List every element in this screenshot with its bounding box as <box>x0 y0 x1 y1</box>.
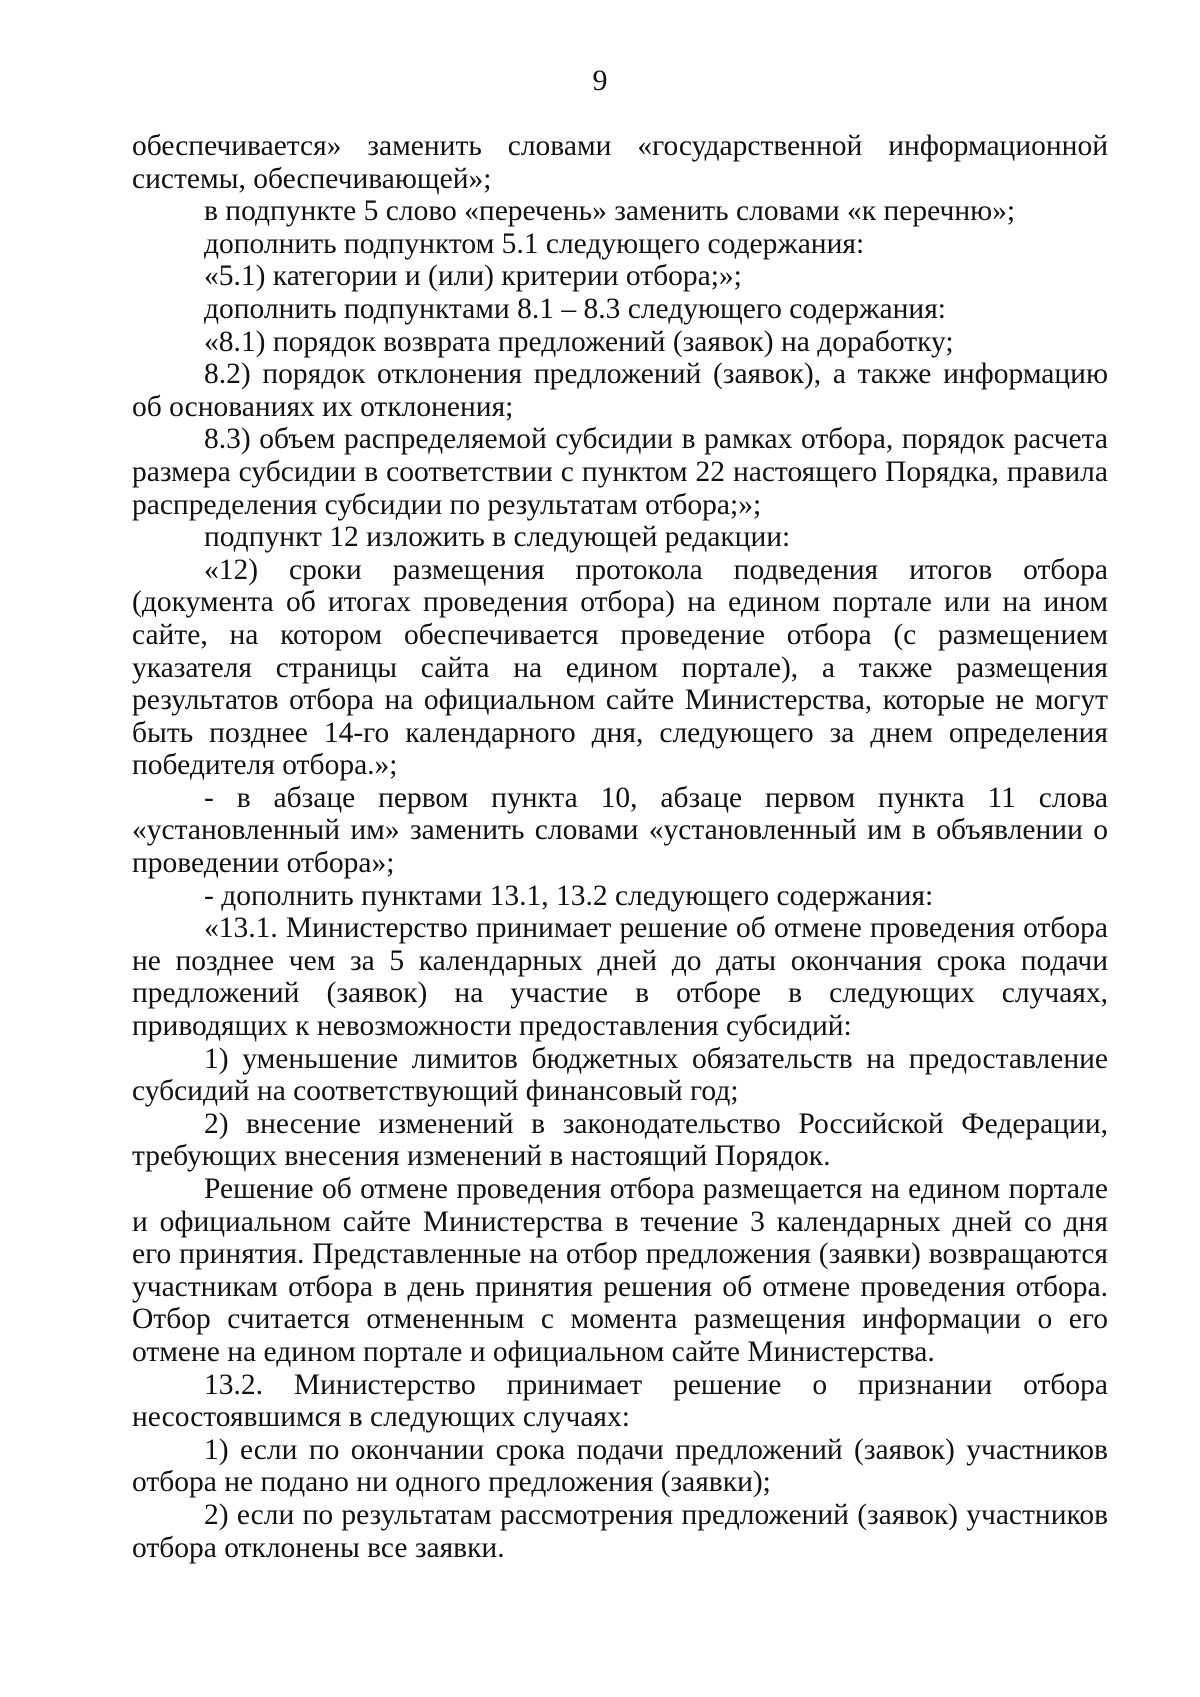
paragraph: Решение об отмене проведения отбора размещается на едином портале и официальном сайте Министерства в течение 3 календарных дней со дня его принятия. Представленные на отбор предложения (заявки) возвращаются участникам отбора в день принятия решения об отмене проведения отбора. Отбор считается отмененным с момента размещения информации о его отмене на едином портале и официальном сайте Министерства. <box>132 1173 1108 1368</box>
document-body <box>132 130 1108 1564</box>
paragraph: «13.1. Министерство принимает решение об отмене проведения отбора не позднее чем за 5 календарных дней до даты окончания срока подачи предложений (заявок) на участие в отборе в следующих случаях, приводящих к невозможности предоставления субсидий: <box>132 912 1108 1043</box>
paragraph: 2) если по результатам рассмотрения предложений (заявок) участников отбора отклонены все заявки. <box>132 1498 1108 1564</box>
paragraph: 13.2. Министерство принимает решение о признании отбора несостоявшимся в следующих случаях: <box>132 1368 1108 1434</box>
paragraph: подпункт 12 изложить в следующей редакции: <box>204 521 791 554</box>
paragraph: «8.1) порядок возврата предложений (заявок) на доработку; <box>204 325 954 358</box>
paragraph: дополнить подпунктами 8.1 – 8.3 следующего содержания: <box>204 292 946 325</box>
paragraph: «5.1) категории и (или) критерии отбора;»; <box>204 260 742 293</box>
paragraph: 1) уменьшение лимитов бюджетных обязательств на предоставление субсидий на соответствующий финансовый год; <box>132 1042 1108 1108</box>
paragraph: - дополнить пунктами 13.1, 13.2 следующего содержания: <box>204 879 934 912</box>
paragraph: - в абзаце первом пункта 10, абзаце первом пункта 11 слова «установленный им» заменить словами «установленный им в объявлении о проведении отбора»; <box>132 781 1108 880</box>
paragraph: дополнить подпунктом 5.1 следующего содержания: <box>204 227 865 260</box>
paragraph: в подпункте 5 слово «перечень» заменить словами «к перечню»; <box>204 195 1016 228</box>
paragraph: 8.2) порядок отклонения предложений (заявок), а также информацию об основаниях их отклонения; <box>132 358 1108 423</box>
paragraph: 8.3) объем распределяемой субсидии в рамках отбора, порядок расчета размера субсидии в соответствии с пунктом 22 настоящего Порядка, правила распределения субсидии по результатам отбора;»; <box>132 423 1108 521</box>
page-number: 9 <box>592 64 608 97</box>
paragraph: «12) сроки размещения протокола подведения итогов отбора (документа об итогах проведения отбора) на едином портале или на ином сайте, на котором обеспечивается проведение отбора (с размещением указателя страницы сайта на едином портале), а также размещения результатов отбора на официальном сайте Министерства, которые не могут быть позднее 14-го календарного дня, следующего за днем определения победителя отбора.»; <box>132 553 1108 782</box>
paragraph: 2) внесение изменений в законодательство Российской Федерации, требующих внесения изменений в настоящий Порядок. <box>132 1107 1108 1173</box>
paragraph: обеспечивается» заменить словами «государственной информационной системы, обеспечивающей»; <box>132 130 1108 195</box>
paragraph: 1) если по окончании срока подачи предложений (заявок) участников отбора не подано ни одного предложения (заявки); <box>132 1433 1108 1499</box>
